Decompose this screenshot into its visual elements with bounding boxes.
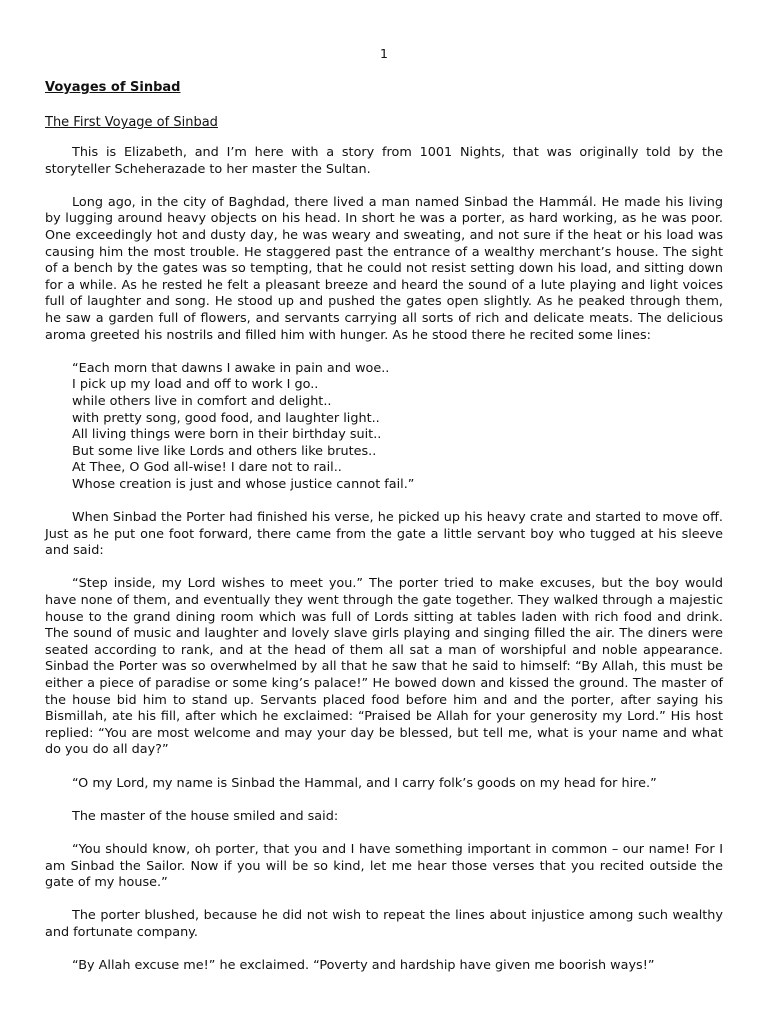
poem-line: All living things were born in their birthday suit..	[72, 427, 382, 443]
poem-line: with pretty song, good food, and laughter light..	[72, 410, 380, 426]
poem	[72, 361, 723, 494]
poem-line: Whose creation is just and whose justice cannot fail.”	[72, 476, 415, 492]
paragraph: “O my Lord, my name is Sinbad the Hammal, and I carry folk’s goods on my head for hire.”	[72, 775, 657, 791]
paragraph: The master of the house smiled and said:	[72, 808, 339, 824]
paragraph: “Step inside, my Lord wishes to meet you.” The porter tried to make excuses, but the boy would have none of them, and eventually they went through the gate together. They walked through a majestic house to the grand dining room which was full of Lords sitting at tables laden with rich food and drink. The sound of music and laughter and lovely slave girls playing and singing filled the air. The diners were seated according to rank, and at the head of them all sat a man of worshipful and noble appearance. Sinbad the Porter was so overwhelmed by all that he saw that he said to himself: “By Allah, this must be either a piece of paradise or some king’s palace!” He bowed down and kissed the ground. The master of the house bid him to stand up. Servants placed food before him and and the porter, after saying his Bismillah, ate his fill, after which he exclaimed: “Praised be Allah for your generosity my Lord.” His host replied: “You are most welcome and may your day be blessed, but tell me, what is your name and what do you do all day?”	[45, 576, 723, 758]
poem-line: while others live in comfort and delight..	[72, 393, 332, 409]
paragraph: “You should know, oh porter, that you and I have something important in common – our name! For I am Sinbad the Sailor. Now if you will be so kind, let me hear those verses that you recited outside the gate of my house.”	[45, 841, 723, 891]
paragraph: “By Allah excuse me!” he exclaimed. “Poverty and hardship have given me boorish ways!”	[72, 958, 655, 974]
page-number: 1	[380, 46, 388, 61]
poem-line: But some live like Lords and others like brutes..	[72, 443, 377, 459]
story-body	[45, 145, 723, 991]
paragraph: The porter blushed, because he did not wish to repeat the lines about injustice among such wealthy and fortunate company.	[45, 908, 723, 940]
chapter-title: The First Voyage of Sinbad	[45, 115, 218, 130]
paragraph: This is Elizabeth, and I’m here with a story from 1001 Nights, that was originally told by the storyteller Scheherazade to her master the Sultan.	[45, 145, 723, 177]
paragraph: Long ago, in the city of Baghdad, there lived a man named Sinbad the Hammál. He made his living by lugging around heavy objects on his head. In short he was a porter, as hard working, as he was poor. One exceedingly hot and dusty day, he was weary and sweating, and not sure if the heat or his load was causing him the most trouble. He staggered past the entrance of a wealthy merchant’s house. The sight of a bench by the gates was so tempting, that he could not resist setting down his load, and sitting down for a while. As he rested he felt a pleasant breeze and heard the sound of a lute playing and light voices full of laughter and song. He stood up and pushed the gates open slightly. As he peaked through them, he saw a garden full of flowers, and servants carrying all sorts of rich and delicate meats. The delicious aroma greeted his nostrils and filled him with hunger. As he stood there he recited some lines:	[45, 194, 723, 343]
document-title: Voyages of Sinbad	[45, 80, 181, 95]
poem-line: I pick up my load and off to work I go..	[72, 377, 319, 393]
paragraph: When Sinbad the Porter had finished his verse, he picked up his heavy crate and started to move off. Just as he put one foot forward, there came from the gate a little servant boy who tugged at his sleeve and said:	[45, 510, 723, 559]
poem-line: “Each morn that dawns I awake in pain and woe..	[72, 360, 390, 376]
poem-line: At Thee, O God all-wise! I dare not to rail..	[72, 460, 342, 476]
document-page	[45, 0, 723, 1024]
